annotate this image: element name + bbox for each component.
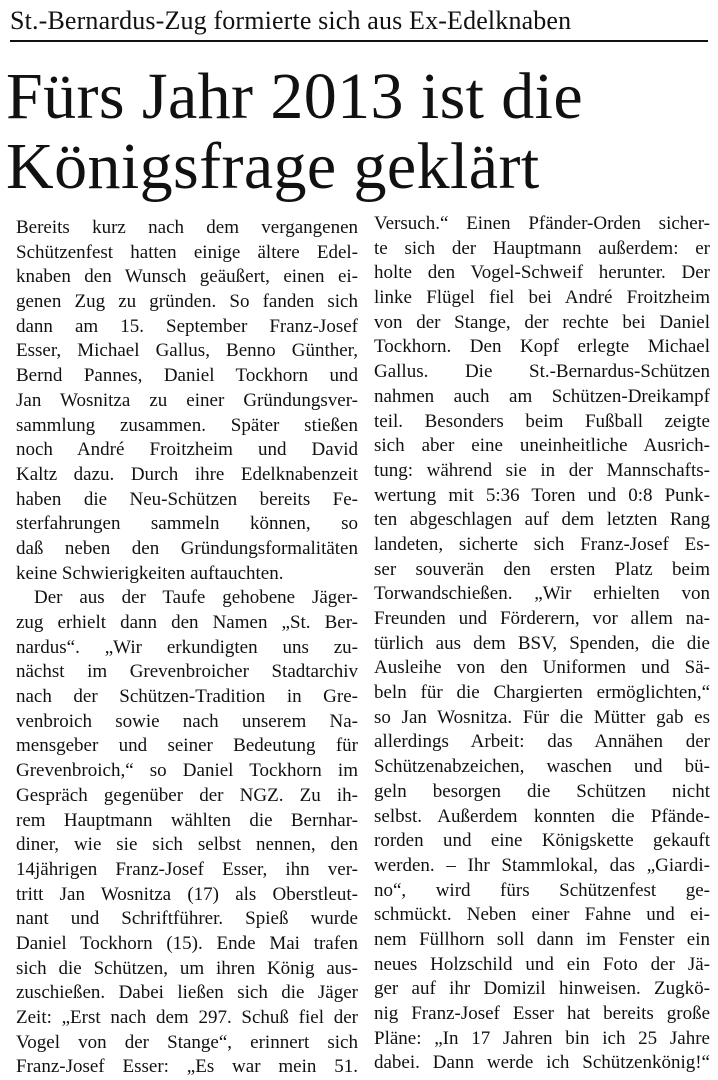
text-line: Schützenabzeichen, waschen und bü-: [374, 756, 710, 778]
text-line: nem Füllhorn soll dann im Fenster ein: [374, 928, 710, 950]
text-line: neues Holzschild und ein Foto der Jä-: [374, 953, 710, 975]
text-line: 14jährigen Franz-Josef Esser, ihn ver-: [16, 858, 358, 880]
text-line: nahmen auch am Schützen-Dreikampf: [374, 385, 710, 407]
text-line: Versuch.“ Einen Pfänder-Orden sicher-: [374, 213, 710, 234]
text-line: tritt Jan Wosnitza (17) als Oberstleut-: [16, 883, 358, 905]
text-line: ser souverän den ersten Platz beim: [374, 558, 710, 580]
text-line: haben die Neu-Schützen bereits Fe-: [16, 488, 358, 510]
text-line: nächst im Grevenbroicher Stadtarchiv: [16, 661, 358, 683]
text-line: sammlung zusammen. Später stießen: [16, 414, 358, 436]
text-line: dabei. Dann werde ich Schützenkönig!“: [374, 1052, 710, 1074]
text-line: sich aber eine uneinheitliche Ausrich-: [374, 435, 710, 457]
headline-line: Königsfrage geklärt: [6, 130, 540, 203]
text-line: linke Flügel fiel bei André Froitzheim: [374, 287, 710, 309]
text-line: Franz-Josef Esser: „Es war mein 51.: [16, 1056, 358, 1078]
kicker-rule: [10, 40, 708, 42]
text-line: allerdings Arbeit: das Annähen der: [374, 731, 710, 753]
text-line: daß neben den Gründungsformalitäten: [16, 537, 358, 559]
text-line: Kaltz dazu. Durch ihre Edelknabenzeit: [16, 463, 358, 485]
text-line: sterfahrungen sammeln können, so: [16, 513, 358, 535]
text-line: Ausleihe von den Uniformen und Sä-: [374, 657, 710, 679]
text-line: landeten, sicherte sich Franz-Josef Es-: [374, 533, 710, 555]
text-line: Gespräch gegenüber der NGZ. Zu ih-: [16, 784, 358, 806]
text-line: mensgeber und seiner Bedeutung für: [16, 735, 358, 757]
text-line: Freunden und Förderern, vor allem na-: [374, 608, 710, 629]
text-line: Gallus. Die St.-Bernardus-Schützen: [374, 361, 710, 383]
left-column: [16, 216, 358, 1080]
text-line: genen Zug zu gründen. So fanden sich: [16, 291, 358, 313]
text-line: Bernd Pannes, Daniel Tockhorn und: [16, 365, 358, 387]
text-line: te sich der Hauptmann außerdem: er: [374, 237, 710, 259]
text-line: holte den Vogel-Schweif herunter. Der: [374, 262, 710, 284]
text-line: no“, wird fürs Schützenfest ge-: [374, 879, 710, 901]
text-line: beln für die Chargierten ermöglichten,“: [374, 682, 710, 704]
text-line: von der Stange, der rechte bei Daniel: [374, 311, 710, 333]
text-line: nig Franz-Josef Esser hat bereits große: [374, 1003, 710, 1024]
text-line: noch André Froitzheim und David: [16, 439, 358, 461]
text-line: zug erhielt dann den Namen „St. Ber-: [16, 612, 358, 633]
text-line: knaben den Wunsch geäußert, einen ei-: [16, 266, 358, 288]
text-line: Vogel von der Stange“, erinnert sich: [16, 1031, 358, 1053]
text-line: Esser, Michael Gallus, Benno Günther,: [16, 340, 358, 362]
text-line: venbroich sowie nach unserem Na-: [16, 710, 358, 732]
text-line: Zeit: „Erst nach dem 297. Schuß fiel der: [16, 1007, 358, 1028]
text-line: nach der Schützen-Tradition in Gre-: [16, 686, 358, 708]
text-line: Der aus der Taufe gehobene Jäger-: [34, 587, 358, 609]
text-line: werden. – Ihr Stammlokal, das „Giardi-: [374, 854, 710, 876]
text-line: teil. Besonders beim Fußball zeigte: [374, 410, 710, 432]
text-line: türlich aus dem BSV, Spenden, die die: [374, 632, 710, 654]
text-line: wertung mit 5:36 Toren und 0:8 Punk-: [374, 484, 710, 506]
text-line: nardus“. „Wir erkundigten uns zu-: [16, 636, 358, 658]
text-line: geln besorgen die Schützen nicht: [374, 780, 710, 802]
text-line: Grevenbroich,“ so Daniel Tockhorn im: [16, 760, 358, 782]
text-line: dann am 15. September Franz-Josef: [16, 315, 358, 337]
text-line: Schützenfest hatten einige ältere Edel-: [16, 241, 358, 263]
text-line: Tockhorn. Den Kopf erlegte Michael: [374, 336, 710, 358]
text-line: rem Hauptmann wählten die Bernhar-: [16, 809, 358, 831]
text-line: tung: während sie in der Mannschafts-: [374, 459, 710, 481]
text-line: ger auf ihr Domizil hinweisen. Zugkö-: [374, 978, 710, 1000]
text-line: schmückt. Neben einer Fahne und ei-: [374, 904, 710, 926]
text-line: Jan Wosnitza zu einer Gründungsver-: [16, 389, 358, 411]
text-line: nant und Schriftführer. Spieß wurde: [16, 908, 358, 930]
text-line: diner, wie sie sich selbst nennen, den: [16, 834, 358, 856]
text-line: so Jan Wosnitza. Für die Mütter gab es: [374, 706, 710, 728]
headline-line: Fürs Jahr 2013 ist die: [6, 60, 584, 133]
text-line: selbst. Außerdem konnten die Pfände-: [374, 805, 710, 827]
text-line: zuschießen. Dabei ließen sich die Jäger: [16, 982, 358, 1004]
text-line: keine Schwierigkeiten auftauchten.: [16, 562, 284, 584]
right-column: [374, 212, 710, 1076]
text-line: sich die Schützen, um ihren König aus-: [16, 957, 358, 979]
text-line: Torwandschießen. „Wir erhielten von: [374, 583, 710, 605]
kicker-subheadline: St.-Bernardus-Zug formierte sich aus Ex-Edelknaben: [10, 6, 572, 35]
text-line: rorden und eine Königskette gekauft: [374, 830, 710, 852]
text-line: Daniel Tockhorn (15). Ende Mai trafen: [16, 932, 358, 954]
text-line: ten abgeschlagen auf dem letzten Rang: [374, 509, 710, 531]
headline: [6, 62, 714, 202]
text-line: Pläne: „In 17 Jahren bin ich 25 Jahre: [374, 1027, 710, 1049]
text-line: Bereits kurz nach dem vergangenen: [16, 217, 358, 238]
